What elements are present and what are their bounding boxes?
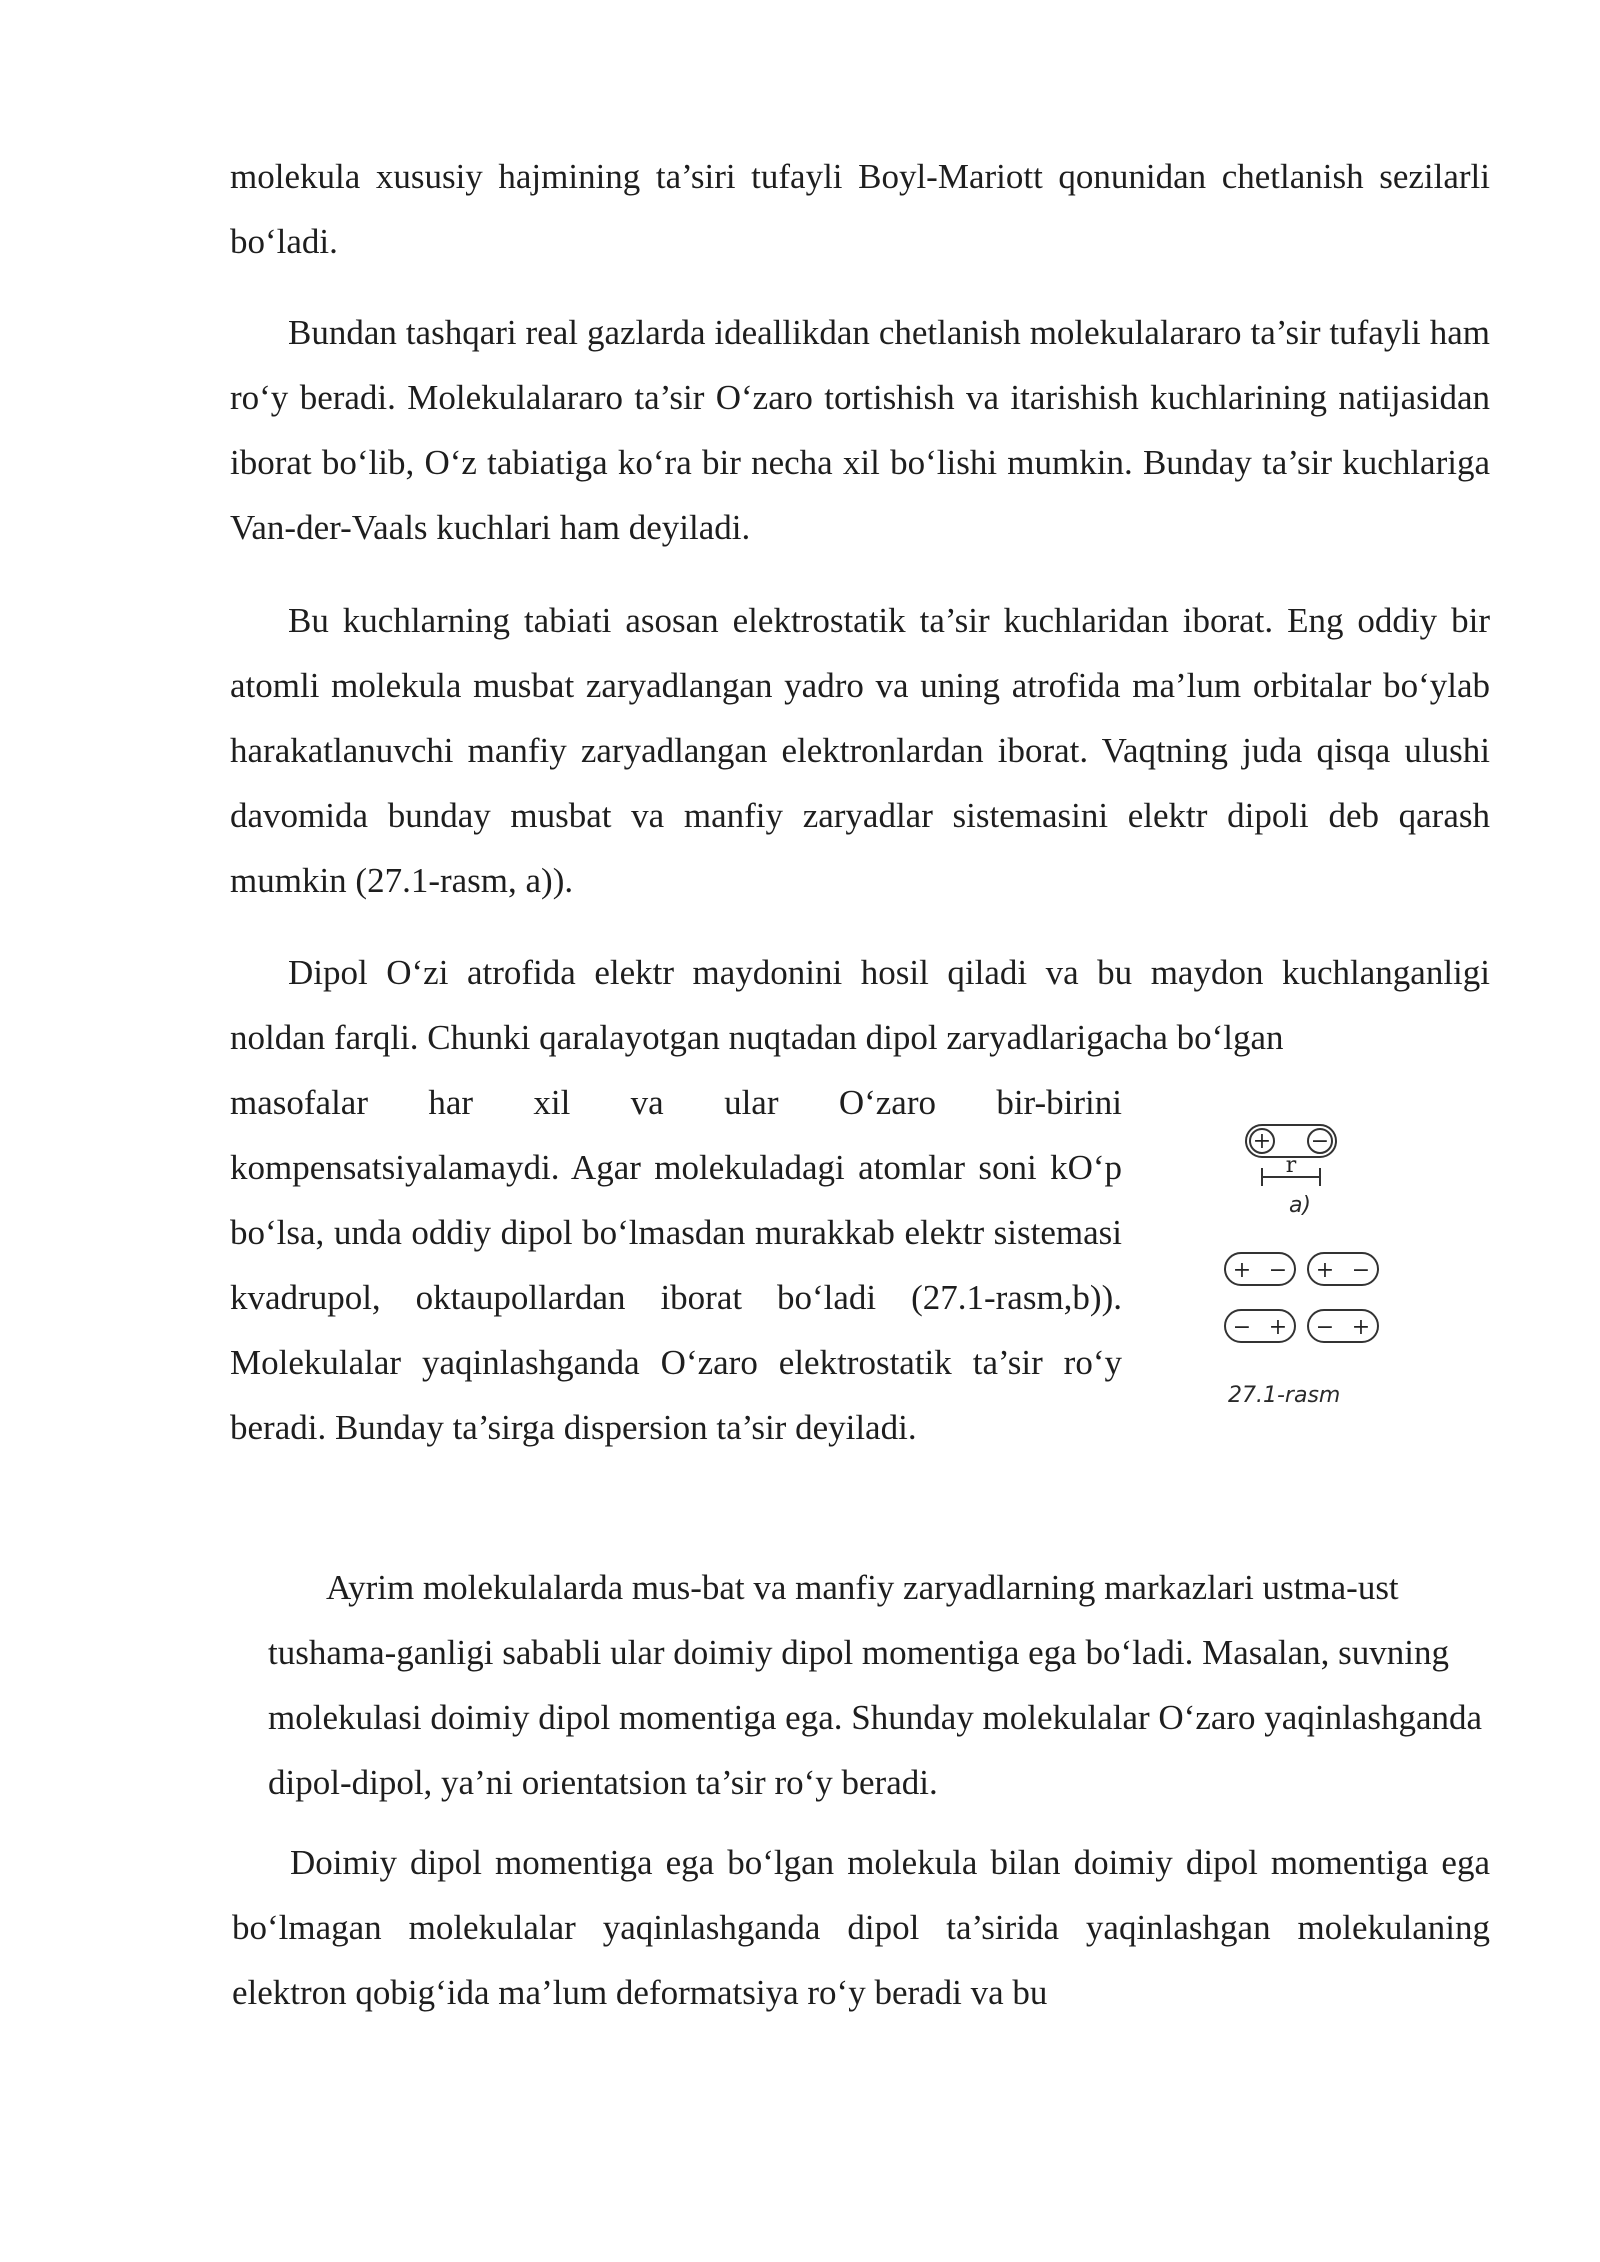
minus-sign: − — [1310, 1129, 1330, 1154]
minus-sign: − — [1268, 1258, 1288, 1283]
figure-caption: 27.1-rasm — [1228, 1383, 1341, 1408]
minus-sign: − — [1232, 1315, 1252, 1340]
paragraph-6: Doimiy dipol momentiga ega bo‘lgan molekula bilan doimiy dipol momentiga ega bo‘lmagan molekulalar yaqinlashganda dipol ta’sirida yaqinlashgan molekulaning elektron qobig‘ida ma’lum deformatsiya ro‘y beradi va bu — [232, 1843, 1490, 2012]
paragraph-5: Ayrim molekulalarda mus-bat va manfiy zaryadlarning markazlari ustma-ust tushama-ganligi sababli ular doimiy dipol momentiga ega bo‘ladi. Masalan, suvning molekulasi doimiy dipol momentiga ega. Shunday molekulalar O‘zaro yaqinlashganda dipol-dipol, ya’ni orientatsion ta’sir ro‘y beradi. — [268, 1568, 1483, 1802]
minus-sign: − — [1351, 1258, 1371, 1283]
plus-sign: + — [1351, 1315, 1371, 1340]
minus-sign: − — [1315, 1315, 1335, 1340]
plus-sign: + — [1232, 1258, 1252, 1283]
distance-label: r — [1285, 1153, 1297, 1178]
paragraph-2: Bundan tashqari real gazlarda ideallikdan chetlanish molekulalararo ta’sir tufayli ham ro‘y beradi. Molekulalararo ta’sir O‘zaro tortishish va itarishish kuchlarining natijasidan iborat bo‘lib, O‘z tabiatiga ko‘ra bir necha xil bo‘lishi mumkin. Bunday ta’sir kuchlariga Van-der-Vaals kuchlari ham deyiladi. — [230, 313, 1490, 547]
plus-sign: + — [1252, 1129, 1272, 1154]
plus-sign: + — [1268, 1315, 1288, 1340]
paragraph-4-start: Dipol O‘zi atrofida elektr maydonini hosil qiladi va bu maydon kuchlanganligi noldan farqli. Chunki qaralayotgan nuqtadan dipol zaryadlarigacha bo‘lgan — [230, 953, 1490, 1057]
plus-sign: + — [1315, 1258, 1335, 1283]
dipole-figure — [1220, 1120, 1390, 1420]
label-a: a) — [1288, 1193, 1312, 1218]
paragraph-3: Bu kuchlarning tabiati asosan elektrostatik ta’sir kuchlaridan iborat. Eng oddiy bir atomli molekula musbat zaryadlangan yadro va uning atrofida ma’lum orbitalar bo‘ylab harakatlanuvchi manfiy zaryadlangan elektronlardan iborat. Vaqtning juda qisqa ulushi davomida bunday musbat va manfiy zaryadlar sistemasini elektr dipoli deb qarash mumkin (27.1-rasm, a)). — [230, 601, 1490, 900]
paragraph-1: molekula xususiy hajmining ta’siri tufayli Boyl-Mariott qonunidan chetlanish sezilarli bo‘ladi. — [230, 157, 1490, 261]
dipole-diagram — [1220, 1120, 1390, 1380]
paragraph-4-continued: masofalar har xil va ular O‘zaro bir-birini kompensatsiyalamaydi. Agar molekuladagi atomlar soni kO‘p bo‘lsa, unda oddiy dipol bo‘lmasdan murakkab elektr sistemasi kvadrupol, oktaupollardan iborat bo‘ladi (27.1-rasm,b)). Molekulalar yaqinlashganda O‘zaro elektrostatik ta’sir ro‘y beradi. Bunday ta’sirga dispersion ta’sir deyiladi. — [230, 1083, 1122, 1447]
